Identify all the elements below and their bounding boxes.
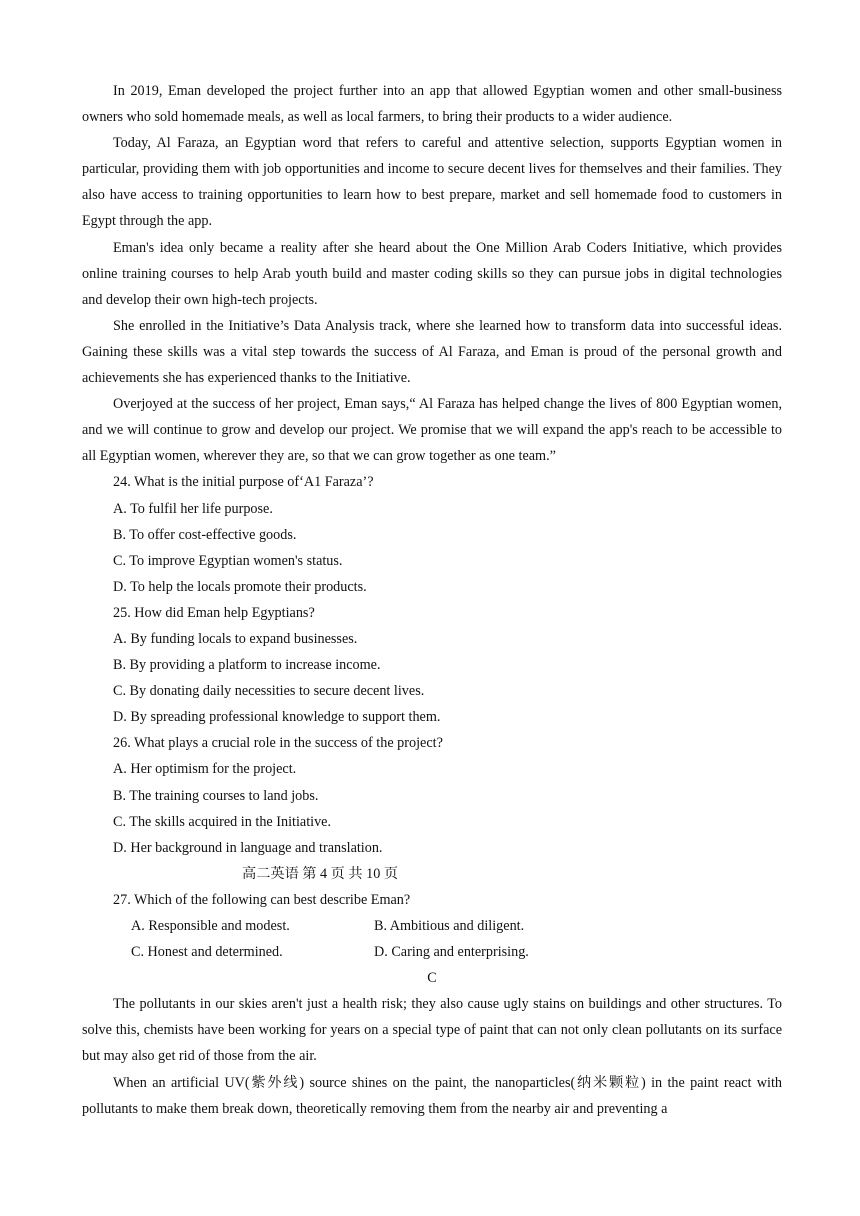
- question-25-option-c: C. By donating daily necessities to secure decent lives.: [113, 683, 425, 700]
- passage-b-paragraph-3: Eman's idea only became a reality after she heard about the One Million Arab Coders Initiative, which provides online training courses to help Arab youth build and master coding skills so they can pursue jobs in digital technologies and develop their own high-tech projects.: [82, 239, 782, 308]
- question-24-option-d: D. To help the locals promote their products.: [113, 578, 367, 595]
- question-24-stem: 24. What is the initial purpose of‘A1 Faraza’?: [113, 474, 374, 491]
- passage-c-paragraph-1: The pollutants in our skies aren't just a health risk; they also cause ugly stains on buildings and other structures. To solve this, chemists have been working for years on a special type of paint that can not only clean pollutants on its surface but may also get rid of those from the air.: [82, 996, 782, 1065]
- question-27-option-d: D. Caring and enterprising.: [374, 944, 529, 961]
- question-26-stem: 26. What plays a crucial role in the success of the project?: [113, 735, 443, 752]
- question-26-option-d: D. Her background in language and translation.: [113, 839, 383, 856]
- question-27-options-row-1: [82, 913, 782, 939]
- question-25-option-d: D. By spreading professional knowledge to support them.: [113, 709, 441, 726]
- passage-c-paragraph-2: When an artificial UV(紫外线) source shines on the paint, the nanoparticles(纳米颗粒) in the paint react with pollutants to make them break down, theoretically removing them from the nearby air and preventing a: [82, 1074, 782, 1117]
- question-26-option-c: C. The skills acquired in the Initiative.: [113, 813, 332, 830]
- passage-b-paragraph-4: She enrolled in the Initiative’s Data Analysis track, where she learned how to transform data into successful ideas. Gaining these skills was a vital step towards the success of Al Faraza, and Eman is proud of the personal growth and achievements she has experienced thanks to the Initiative.: [82, 317, 782, 387]
- question-25-option-b: B. By providing a platform to increase income.: [113, 657, 381, 674]
- question-24-option-b: B. To offer cost-effective goods.: [113, 526, 297, 543]
- question-27-stem: 27. Which of the following can best describe Eman?: [113, 891, 411, 908]
- question-24-option-c: C. To improve Egyptian women's status.: [113, 552, 343, 569]
- question-24-option-a: A. To fulfil her life purpose.: [113, 500, 273, 517]
- passage-b-paragraph-5: Overjoyed at the success of her project, Eman says,“ Al Faraza has helped change the lives of 800 Egyptian women, and we will continue to grow and develop our project. We promise that we will expand the app's reach to be accessible to all Egyptian women, wherever they are, so that we can grow together as one team.”: [82, 396, 782, 465]
- question-26-option-b: B. The training courses to land jobs.: [113, 787, 319, 804]
- question-25-stem: 25. How did Eman help Egyptians?: [113, 604, 315, 621]
- question-27-option-a: A. Responsible and modest.: [131, 918, 290, 934]
- question-27-options-row-2: [82, 939, 782, 965]
- passage-b-paragraph-1: In 2019, Eman developed the project further into an app that allowed Egyptian women and other small-business owners who sold homemade meals, as well as local farmers, to bring their products to a wider audience.: [82, 83, 782, 126]
- passage-b-paragraph-2: Today, Al Faraza, an Egyptian word that refers to careful and attentive selection, supports Egyptian women in particular, providing them with job opportunities and income to secure decent lives for themselves and their families. They also have access to training opportunities to learn how to best prepare, market and sell homemade food to customers in Egypt through the app.: [82, 135, 782, 230]
- question-26-option-a: A. Her optimism for the project.: [113, 761, 297, 778]
- section-heading-c: C: [427, 970, 437, 987]
- question-27-option-c: C. Honest and determined.: [131, 944, 283, 961]
- question-25-option-a: A. By funding locals to expand businesses.: [113, 630, 358, 647]
- exam-page: [82, 78, 782, 1122]
- page-footer: 高二英语 第 4 页 共 10 页: [242, 865, 399, 882]
- question-27-option-b: B. Ambitious and diligent.: [374, 918, 525, 934]
